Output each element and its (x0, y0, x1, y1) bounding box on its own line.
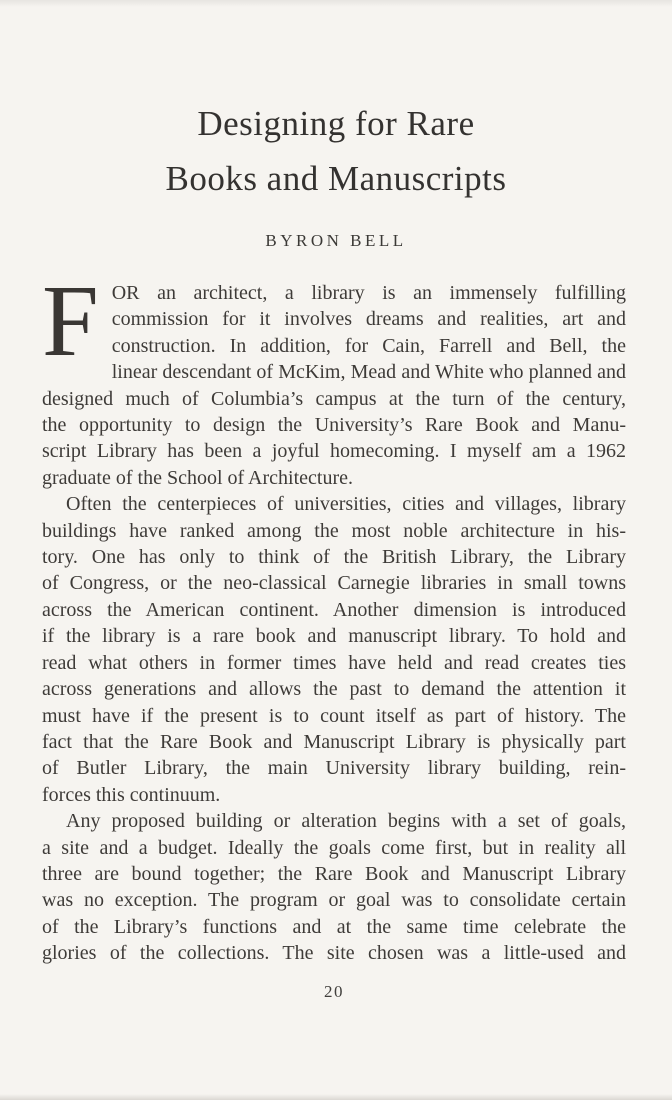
chapter-title-line-2: Books and Manuscripts (165, 159, 507, 198)
text-line: three are bound together; the Rare Book and Manuscript Library (42, 862, 626, 885)
drop-cap: F (42, 265, 99, 378)
text-line: of the Library’s functions and at the same time celebrate the (42, 915, 626, 938)
text-line: of Butler Library, the main University library building, rein- (42, 757, 626, 780)
text-line: was no exception. The program or goal was to consolidate certain (42, 889, 626, 912)
text-line: of Congress, or the neo-classical Carnegie libraries in small towns (42, 572, 626, 595)
text-line: read what others in former times have held and read creates ties (42, 651, 626, 674)
author-byline: BYRON BELL (265, 231, 407, 250)
text-line: fact that the Rare Book and Manuscript Library is physically part (42, 730, 626, 753)
text-line: tory. One has only to think of the British Library, the Library (42, 546, 626, 569)
paragraph-2 (42, 491, 626, 808)
text-line: buildings have ranked among the most noble architecture in his- (42, 519, 626, 542)
text-line: forces this continuum. (42, 783, 221, 806)
text-line: a site and a budget. Ideally the goals come first, but in reality all (42, 836, 626, 859)
chapter-title-line-1: Designing for Rare (197, 104, 475, 143)
text-line: construction. In addition, for Cain, Farrell and Bell, the (111, 334, 626, 357)
text-line: if the library is a rare book and manuscript library. To hold and (42, 625, 626, 648)
chapter-title (0, 0, 672, 206)
text-line: Often the centerpieces of universities, cities and villages, library (66, 493, 626, 516)
text-line: must have if the present is to count itself as part of history. The (42, 704, 626, 727)
text-line: linear descendant of McKim, Mead and White who planned and (111, 361, 626, 384)
text-line: script Library has been a joyful homecoming. I myself am a 1962 (42, 440, 626, 463)
text-line: graduate of the School of Architecture. (42, 466, 353, 489)
text-line: glories of the collections. The site chosen was a little-used and (42, 942, 626, 965)
text-line: across the American continent. Another dimension is introduced (42, 598, 626, 621)
paragraph-1 (42, 265, 626, 491)
text-line: OR an architect, a library is an immensely fulfilling (111, 282, 626, 304)
text-line: designed much of Columbia’s campus at the turn of the century, (42, 387, 626, 410)
text-line: commission for it involves dreams and realities, art and (111, 308, 626, 331)
body-text (42, 265, 626, 967)
text-line: Any proposed building or alteration begins with a set of goals, (66, 810, 626, 833)
paragraph-3 (42, 808, 626, 966)
text-line: the opportunity to design the University’s Rare Book and Manu- (42, 414, 626, 437)
text-line: across generations and allows the past to demand the attention it (42, 678, 626, 701)
page-number: 20 (324, 981, 344, 1001)
